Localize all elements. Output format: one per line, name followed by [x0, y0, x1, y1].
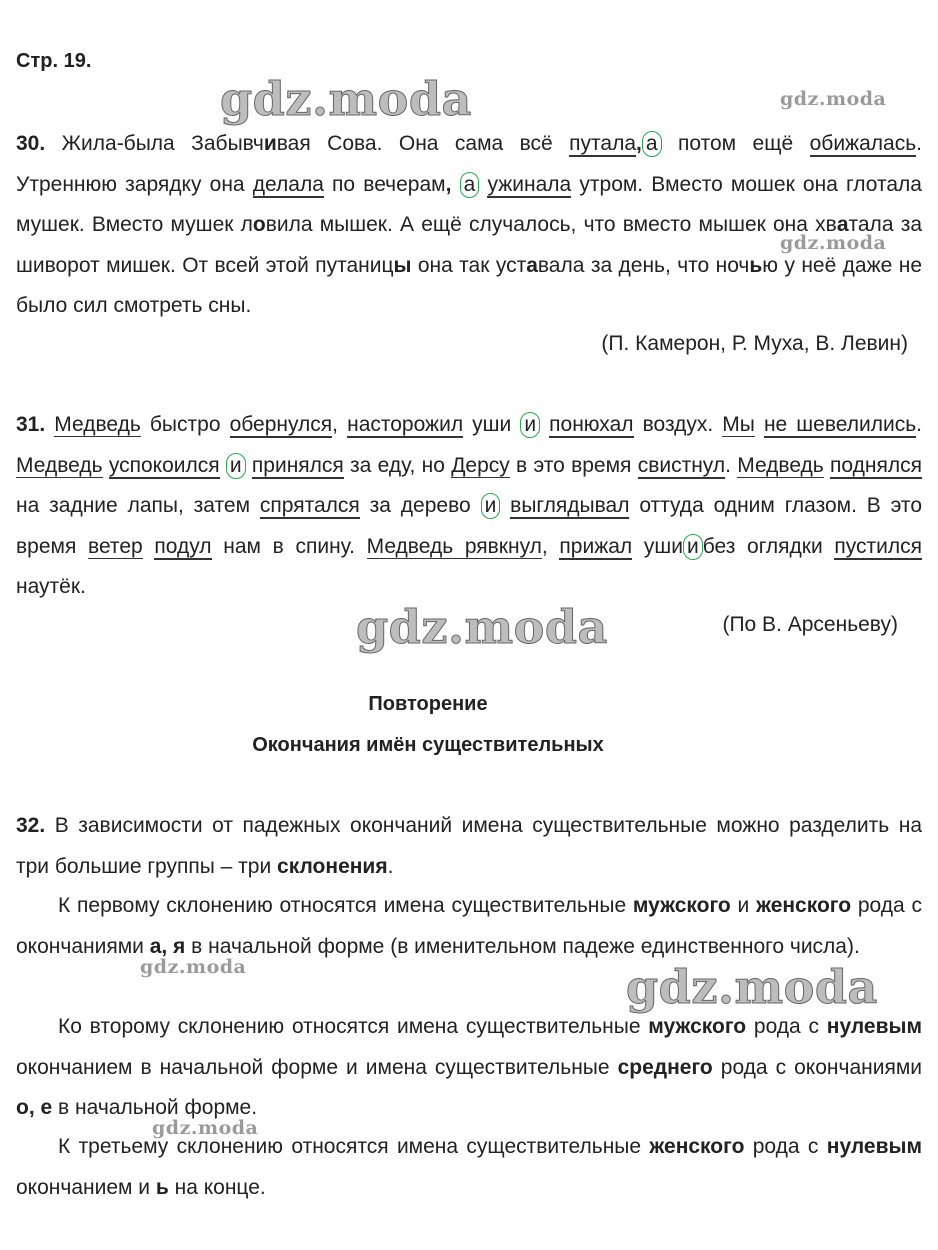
- subject: ветер: [88, 534, 143, 558]
- circled-conjunction: и: [481, 493, 501, 519]
- exercise-30: 30. Жила-была Забывчивая Сова. Она сама всё путала, а потом ещё обижалась. Утреннюю зарядку она делала по вечерам, а ужинала утром. Вместо мошек она глотала мушек. Вместо мушек ловила мышек. А ещё случалось, что вместо мышек она хватала за шиворот мишек. От всей этой путаницы она так уставала за день, что ночью у неё даже не было сил смотреть сны.: [16, 132, 923, 317]
- circled-conjunction: и: [683, 534, 703, 560]
- circled-conjunction: а: [460, 172, 480, 198]
- third-declension-paragraph: К третьему склонению относятся имена существительные женского рода с нулевым окончанием и ь на конце.: [16, 1135, 922, 1199]
- circled-conjunction: и: [226, 453, 246, 479]
- watermark: gdz.moda: [140, 956, 247, 978]
- predicate: принялся: [251, 453, 344, 477]
- predicate: выглядывал: [510, 494, 630, 517]
- page-header: Стр. 19.: [16, 50, 92, 72]
- predicate: обернулся: [229, 413, 333, 436]
- watermark: gdz.moda: [626, 960, 878, 1014]
- predicate: делала: [252, 172, 324, 196]
- exercise-32-intro: 32. В зависимости от падежных окончаний имена существительные можно разделить на три большие группы – три склонения.: [16, 814, 922, 878]
- subject: Медведь: [54, 413, 141, 436]
- predicate: подул: [154, 534, 212, 558]
- predicate: успокоился: [108, 453, 220, 477]
- subject: Медведь: [737, 453, 824, 477]
- watermark: gdz.moda: [780, 232, 887, 254]
- exercise-number: 32.: [16, 814, 46, 837]
- predicate: насторожил: [347, 413, 464, 436]
- predicate: свистнул: [637, 453, 726, 477]
- subject: Мы: [722, 413, 755, 436]
- predicate: поднялся: [830, 453, 922, 477]
- predicate: путала: [569, 132, 637, 155]
- predicate: не шевелились: [763, 413, 917, 436]
- predicate: обижалась: [809, 132, 917, 155]
- watermark: gdz.moda: [356, 600, 608, 654]
- section-title: Повторение: [368, 693, 488, 715]
- watermark: gdz.moda: [220, 72, 472, 126]
- source-citation: (П. Камерон, Р. Муха, В. Левин): [601, 332, 908, 355]
- exercise-number: 31.: [16, 413, 46, 436]
- exercise-number: 30.: [16, 132, 46, 155]
- first-declension-paragraph: К первому склонению относятся имена существительные мужского и женского рода с окончаниями а, я в начальной форме (в именительном падеже единственного числа).: [16, 894, 922, 958]
- watermark: gdz.moda: [780, 88, 887, 110]
- subject: Дерсу: [451, 453, 510, 477]
- section-subtitle: Окончания имён существительных: [252, 734, 604, 756]
- exercise-31: 31. Медведь быстро обернулся, насторожил уши и понюхал воздух. Мы не шевелились. Медведь успокоился и принялся за еду, но Дерсу в это время свистнул. Медведь поднялся на задние лапы, затем спрятался за дерево и выглядывал оттуда одним глазом. В это время ветер подул нам в спину. Медведь рявкнул, прижал уши и без оглядки пустился наутёк.: [16, 413, 923, 598]
- watermark: gdz.moda: [152, 1117, 259, 1139]
- subject-and-predicate: Медведь рявкнул: [366, 534, 542, 558]
- predicate: понюхал: [549, 413, 634, 436]
- circled-conjunction: а: [642, 131, 662, 157]
- circled-conjunction: и: [520, 412, 540, 438]
- predicate: пустился: [834, 534, 923, 558]
- second-declension-paragraph: Ко второму склонению относятся имена существительные мужского рода с нулевым окончанием в начальной форме и имена существительные среднего рода с окончаниями о, е в начальной форме.: [16, 1015, 922, 1119]
- source-citation: (По В. Арсеньеву): [722, 613, 898, 636]
- predicate: спрятался: [259, 494, 360, 517]
- predicate: ужинала: [487, 172, 572, 196]
- subject: Медведь: [16, 453, 103, 477]
- predicate: прижал: [559, 534, 633, 558]
